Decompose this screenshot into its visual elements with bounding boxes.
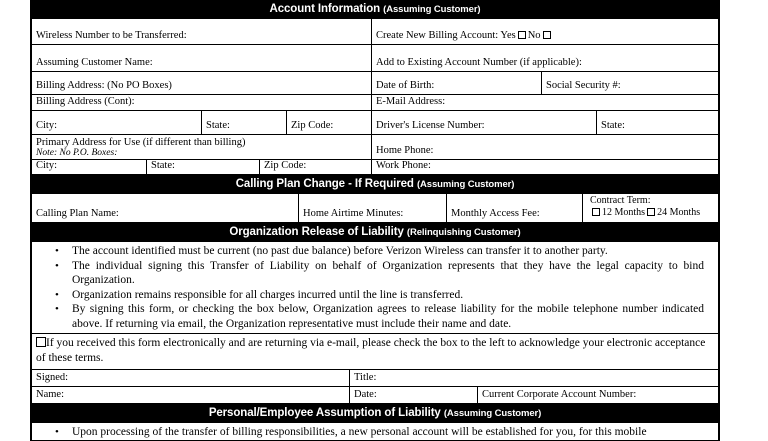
field-label-add-existing-account: Add to Existing Account Number (if applicable): [376,56,582,68]
field-label-contract-12-months: 12 Months [602,207,646,218]
form-row-wireless-number [32,19,718,45]
bullet-list [32,425,710,440]
form-row-city-state-zip [32,111,718,135]
section-header-calling-plan-change [32,175,718,194]
checkbox-billing-yes[interactable] [518,31,526,39]
checkbox-electronic-acceptance[interactable] [36,337,46,347]
section-title-personal-assumption: Personal/Employee Assumption of Liability [208,407,441,419]
contract-term-options [590,207,711,219]
bullet-text: The individual signing this Transfer of Liability on behalf of Organization represents that they have the legal capacity to bind Organization. [72,259,704,286]
field-label-city-2: City: [36,160,58,171]
section-title-organization-release: Organization Release of Liability [229,226,404,238]
field-label-create-new-billing-account: Create New Billing Account: Yes [376,29,516,41]
field-label-billing-address: Billing Address: (No PO Boxes) [36,79,172,91]
bullet-text: Upon processing of the transfer of billing responsibilities, a new personal account will be established for you, for this mobile [72,426,647,438]
field-state-2[interactable] [147,160,260,174]
field-date[interactable] [350,387,478,403]
field-label-title: Title: [354,371,377,383]
field-monthly-access-fee[interactable] [447,194,583,222]
field-label-date-of-birth: Date of Birth: [376,79,435,91]
field-label-assuming-customer-name: Assuming Customer Name: [36,56,153,68]
field-date-of-birth[interactable] [372,72,542,94]
form-row-calling-plan [32,194,718,223]
field-label-social-security: Social Security #: [546,79,621,91]
bullet-icon: • [55,245,59,257]
field-work-phone[interactable] [372,160,718,174]
field-label-email-address: E-Mail Address: [376,95,446,107]
bullet-text: By signing this form, or checking the box below, Organization agrees to release liability for the mobile telephone number indicated above. If returning via email, the Organization representative must include their name and date. [72,303,704,330]
field-label-zip-code: Zip Code: [291,119,334,131]
form-row-billing-address [32,72,718,95]
acknowledgement-text: If you received this form electronically and are returning via e-mail, please check the box to the left to acknowledge your electronic acceptance of these terms. [36,337,706,364]
field-label-zip-code-2: Zip Code: [264,160,307,171]
organization-release-bullet-list [32,242,718,334]
section-subtitle-organization-release: (Relinquishing Customer) [406,227,521,238]
list-item [55,288,710,303]
checkbox-billing-no[interactable] [543,31,551,39]
section-subtitle-account-information: (Assuming Customer) [383,4,481,15]
field-social-security[interactable] [542,72,718,94]
form-row-billing-address-cont [32,95,718,111]
field-note-primary-address: Note: No P.O. Boxes: [36,148,118,158]
bullet-icon: • [55,426,59,438]
field-create-new-billing-account[interactable] [372,19,718,44]
section-header-organization-release [32,223,718,242]
checkbox-contract-24-months[interactable] [647,208,655,216]
section-title-calling-plan-change: Calling Plan Change - If Required [235,178,414,190]
field-label-drivers-license-number: Driver's License Number: [376,119,485,131]
field-home-airtime-minutes[interactable] [299,194,447,222]
field-label-billing-address-cont: Billing Address (Cont): [36,95,135,107]
field-wireless-number[interactable] [32,19,372,44]
form-row-primary-address [32,135,718,160]
field-billing-address-cont[interactable] [32,95,372,110]
field-zip-code-2[interactable] [260,160,372,174]
field-home-phone[interactable] [372,135,718,159]
section-subtitle-personal-assumption: (Assuming Customer) [443,408,542,419]
bullet-icon: • [55,288,59,301]
electronic-acceptance-acknowledgement[interactable] [32,334,718,370]
section-subtitle-calling-plan-change: (Assuming Customer) [416,179,515,190]
field-label-create-new-billing-no: No [527,29,541,41]
field-state[interactable] [202,111,287,134]
field-assuming-customer-name[interactable] [32,45,372,71]
field-label-wireless-number: Wireless Number to be Transferred: [36,29,187,41]
field-drivers-license-state[interactable] [597,111,718,134]
field-calling-plan-name[interactable] [32,194,299,222]
bullet-icon: • [55,303,59,315]
form-row-city-state-zip-2 [32,160,718,175]
field-drivers-license-number[interactable] [372,111,597,134]
verizon-transfer-of-liability-form [30,0,720,441]
checkbox-contract-12-months[interactable] [592,208,600,216]
field-label-home-phone: Home Phone: [376,144,434,156]
list-item [55,244,710,259]
field-zip-code[interactable] [287,111,372,134]
field-label-state-2: State: [151,160,175,171]
field-label-drivers-license-state: State: [601,119,625,131]
field-label-name: Name: [36,388,64,400]
field-signed[interactable] [32,370,350,386]
field-city[interactable] [32,111,202,134]
bullet-text: Organization remains responsible for all charges incurred until the line is transferred. [72,288,464,301]
field-label-signed: Signed: [36,371,69,383]
section-header-personal-assumption [32,404,718,423]
field-contract-term[interactable] [583,194,718,222]
field-city-2[interactable] [32,160,147,174]
field-label-calling-plan-name: Calling Plan Name: [36,207,119,219]
list-item [55,302,710,331]
field-billing-address[interactable] [32,72,372,94]
field-label-primary-address: Primary Address for Use (if different than billing) [36,137,246,148]
bullet-list [32,244,710,331]
bullet-icon: • [55,259,59,272]
field-label-city: City: [36,119,58,131]
field-label-date: Date: [354,388,377,400]
field-label-home-airtime-minutes: Home Airtime Minutes: [303,207,404,219]
section-header-account-information [32,0,718,19]
form-row-signed-title [32,370,718,387]
bullet-text: The account identified must be current (no past due balance) before Verizon Wireless can transfer it to another party. [72,245,608,257]
field-name[interactable] [32,387,350,403]
personal-assumption-bullet-list [32,423,718,441]
field-title[interactable] [350,370,718,386]
field-label-state: State: [206,119,230,131]
field-add-existing-account[interactable] [372,45,718,71]
field-label-contract-term: Contract Term: [590,195,651,206]
field-label-monthly-access-fee: Monthly Access Fee: [451,207,540,219]
list-item [55,259,710,288]
field-label-work-phone: Work Phone: [376,160,431,171]
field-email-address[interactable] [372,95,718,110]
form-row-name-date-account [32,387,718,404]
form-row-customer-name [32,45,718,72]
section-title-account-information: Account Information [269,3,381,15]
field-primary-address[interactable] [32,135,372,159]
list-item [55,425,710,440]
field-current-corporate-account-number[interactable] [478,387,718,403]
field-label-current-corporate-account-number: Current Corporate Account Number: [482,388,637,400]
field-label-contract-24-months: 24 Months [657,207,701,218]
